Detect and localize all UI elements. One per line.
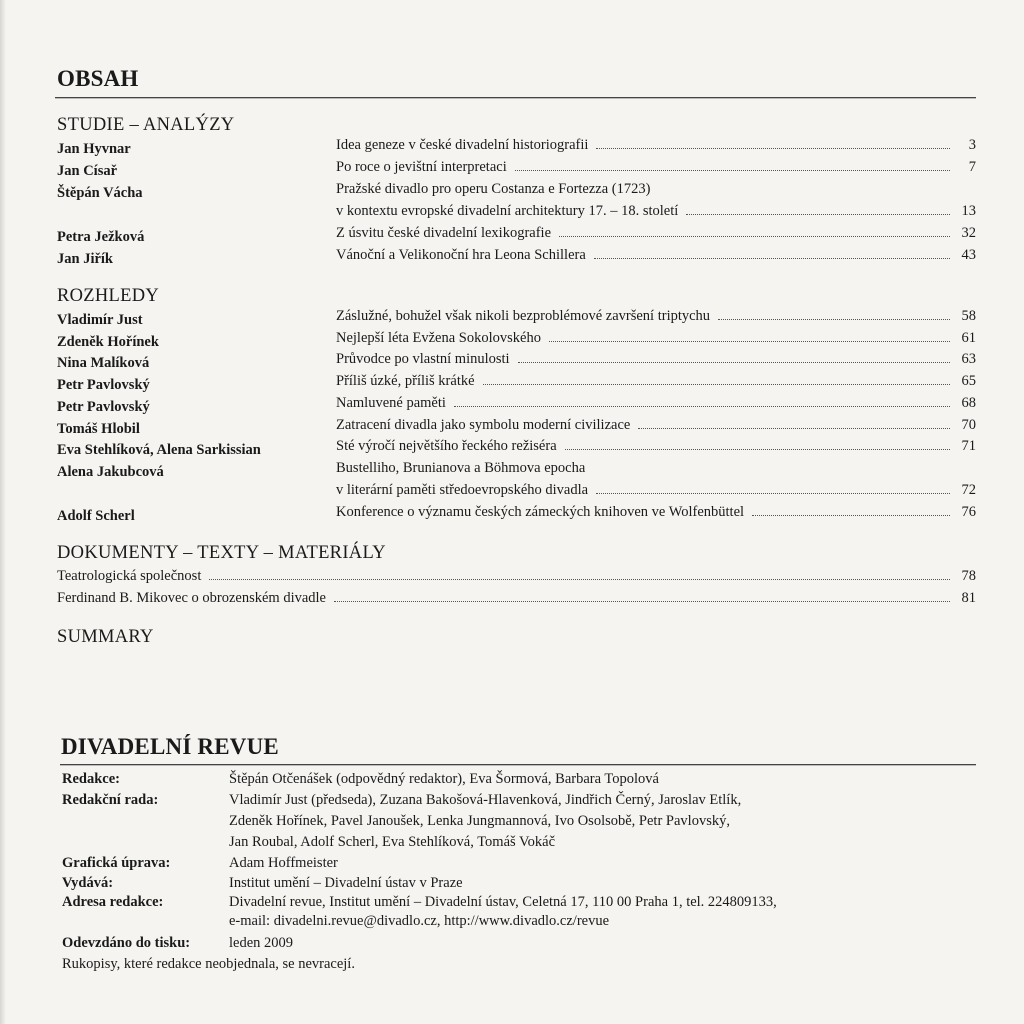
entry-title: Z úsvitu české divadelní lexikografie	[336, 225, 552, 241]
leader-dots	[209, 579, 950, 580]
author: Nina Malíková	[57, 355, 150, 371]
entry-title: Průvodce po vlastní minulosti	[336, 351, 510, 367]
page-number: 63	[961, 351, 976, 367]
toc-entry[interactable]	[336, 392, 976, 412]
masthead-value: Štěpán Otčenášek (odpovědný redaktor), Eva Šormová, Barbara Topolová	[229, 771, 659, 787]
page-number: 70	[961, 417, 976, 433]
toc-rule	[55, 97, 976, 99]
masthead-label: Grafická úprava:	[62, 855, 171, 871]
page-edge	[0, 0, 6, 1024]
leader-dots	[718, 319, 950, 320]
masthead-label: Redakce:	[62, 771, 120, 787]
masthead-value: Adam Hoffmeister	[229, 855, 338, 871]
toc-entry[interactable]	[336, 244, 976, 264]
masthead-value: Zdeněk Hořínek, Pavel Janoušek, Lenka Jungmannová, Ivo Osolsobě, Petr Pavlovský,	[229, 813, 730, 829]
entry-title: Konference o významu českých zámeckých knihoven ve Wolfenbüttel	[336, 504, 745, 520]
entry-title: Příliš úzké, příliš krátké	[336, 373, 475, 389]
author: Eva Stehlíková, Alena Sarkissian	[57, 442, 261, 458]
leader-dots	[559, 236, 950, 237]
page-number: 43	[961, 247, 976, 263]
leader-dots	[686, 214, 950, 215]
toc-entry[interactable]	[336, 370, 976, 390]
leader-dots	[596, 148, 950, 149]
page-number: 7	[968, 159, 976, 175]
author: Zdeněk Hořínek	[57, 334, 159, 350]
entry-title: Záslužné, bohužel však nikoli bezproblémové završení triptychu	[336, 308, 711, 324]
leader-dots	[596, 493, 950, 494]
author: Vladimír Just	[57, 312, 143, 328]
masthead-value: Divadelní revue, Institut umění – Divadelní ústav, Celetná 17, 110 00 Praha 1, tel. 224809133,	[229, 894, 777, 910]
masthead-label: Vydává:	[62, 875, 114, 891]
entry-title: Vánoční a Velikonoční hra Leona Schillera	[336, 247, 586, 263]
masthead-label: Redakční rada:	[62, 792, 159, 808]
page-number: 58	[961, 308, 976, 324]
entry-title: Zatracení divadla jako symbolu moderní civilizace	[336, 417, 631, 433]
author: Jan Hyvnar	[57, 141, 131, 157]
leader-dots	[638, 428, 950, 429]
entry-title-line: Bustelliho, Brunianova a Böhmova epocha	[336, 460, 586, 476]
masthead-contact[interactable]: e-mail: divadelni.revue@divadlo.cz, http://www.divadlo.cz/revue	[229, 913, 610, 929]
page-number: 13	[961, 203, 976, 219]
masthead-value: Jan Roubal, Adolf Scherl, Eva Stehlíková, Tomáš Vokáč	[229, 834, 556, 850]
masthead-rule	[60, 764, 976, 766]
toc-entry[interactable]	[336, 435, 976, 455]
deadline-value: leden 2009	[229, 935, 294, 951]
page-number: 65	[961, 373, 976, 389]
leader-dots	[518, 362, 950, 363]
section-studie-title: STUDIE – ANALÝZY	[57, 115, 235, 135]
section-summary-title[interactable]: SUMMARY	[57, 627, 154, 647]
toc-entry[interactable]	[336, 200, 976, 220]
author: Jan Císař	[57, 163, 118, 179]
leader-dots	[752, 515, 950, 516]
toc-entry[interactable]	[336, 479, 976, 499]
entry-title: Sté výročí největšího řeckého režiséra	[336, 438, 557, 454]
entry-title: Po roce o jevištní interpretaci	[336, 159, 507, 175]
entry-title-line: Pražské divadlo pro operu Costanza e Fortezza (1723)	[336, 181, 651, 197]
entry-title: Idea geneze v české divadelní historiografii	[336, 137, 589, 153]
toc-entry[interactable]	[336, 134, 976, 154]
deadline-label: Odevzdáno do tisku:	[62, 935, 191, 951]
leader-dots	[454, 406, 950, 407]
toc-entry[interactable]	[336, 414, 976, 434]
masthead-value: Institut umění – Divadelní ústav v Praze	[229, 875, 463, 891]
author: Jan Jiřík	[57, 251, 113, 267]
page-number: 78	[961, 568, 976, 584]
leader-dots	[549, 341, 950, 342]
page-number: 61	[961, 330, 976, 346]
page-number: 72	[961, 482, 976, 498]
page-number: 68	[961, 395, 976, 411]
page-number: 3	[968, 137, 976, 153]
entry-title: Ferdinand B. Mikovec o obrozenském divadle	[57, 590, 326, 606]
toc-entry[interactable]	[57, 565, 976, 585]
masthead-value: Vladimír Just (předseda), Zuzana Bakošová-Hlavenková, Jindřich Černý, Jaroslav Etlík,	[229, 792, 742, 808]
toc-entry[interactable]	[336, 156, 976, 176]
masthead-heading: DIVADELNÍ REVUE	[61, 734, 279, 759]
toc-entry[interactable]	[336, 348, 976, 368]
leader-dots	[334, 601, 950, 602]
toc-entry[interactable]	[336, 305, 976, 325]
author: Adolf Scherl	[57, 508, 135, 524]
page-number: 32	[961, 225, 976, 241]
entry-title: Nejlepší léta Evžena Sokolovského	[336, 330, 541, 346]
toc-entry[interactable]	[336, 501, 976, 521]
section-rozhledy-title: ROZHLEDY	[57, 286, 160, 306]
author: Tomáš Hlobil	[57, 421, 140, 437]
author: Petr Pavlovský	[57, 399, 150, 415]
masthead-label: Adresa redakce:	[62, 894, 164, 910]
page-number: 71	[961, 438, 976, 454]
author: Alena Jakubcová	[57, 464, 164, 480]
author: Petra Ježková	[57, 229, 145, 245]
entry-title: v literární paměti středoevropského divadla	[336, 482, 589, 498]
entry-title: Teatrologická společnost	[57, 568, 202, 584]
entry-title: Namluvené paměti	[336, 395, 446, 411]
masthead-note: Rukopisy, které redakce neobjednala, se nevracejí.	[62, 956, 355, 972]
toc-entry[interactable]	[57, 587, 976, 607]
toc-entry[interactable]	[336, 327, 976, 347]
page-number: 76	[961, 504, 976, 520]
author: Petr Pavlovský	[57, 377, 150, 393]
leader-dots	[594, 258, 950, 259]
leader-dots	[515, 170, 950, 171]
toc-heading: OBSAH	[57, 66, 139, 91]
entry-title: v kontextu evropské divadelní architektury 17. – 18. století	[336, 203, 679, 219]
page-number: 81	[961, 590, 976, 606]
author: Štěpán Vácha	[57, 185, 143, 201]
leader-dots	[483, 384, 950, 385]
leader-dots	[565, 449, 950, 450]
section-dokumenty-title: DOKUMENTY – TEXTY – MATERIÁLY	[57, 543, 386, 563]
toc-entry[interactable]	[336, 222, 976, 242]
